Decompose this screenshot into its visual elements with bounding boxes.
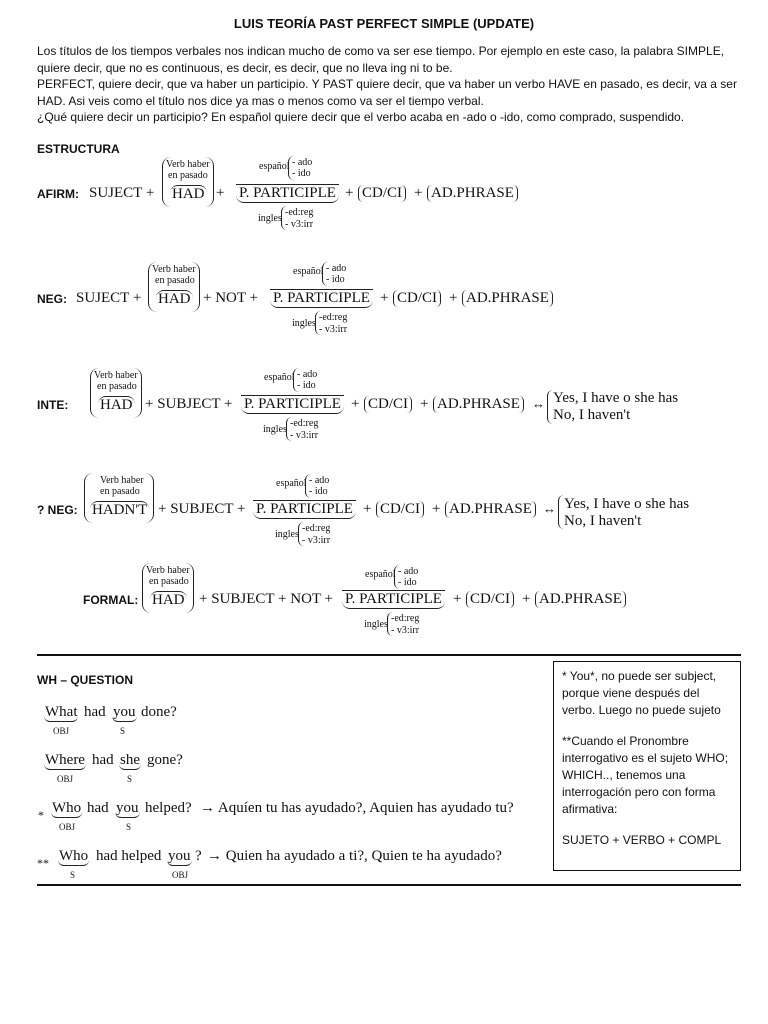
aux-had: had: [92, 752, 114, 768]
subject-term: + SUBJECT +: [158, 501, 246, 517]
en-pasado-note: en pasado: [97, 381, 137, 392]
subject-term: + SUBJECT +: [145, 396, 233, 412]
ingles-note: ingles: [263, 424, 287, 435]
note-paragraph-1: * You*, no puede ser subject, porque viene después del verbo. Luego no puede sujeto: [562, 669, 721, 717]
obj-tag: OBJ: [172, 870, 189, 880]
espanol-note: español: [276, 478, 307, 489]
rest-words: done?: [141, 704, 177, 720]
intro-paragraph-2: PERFECT, quiere decir, que va haber un participio. Y PAST quiere decir, que va haber un verbo HAVE en pasado, es decir, va a ser HAD. Asi veis como el título nos dice ya mas o menos como va ser el tiempo verbal.: [37, 77, 737, 108]
ingles-note: ingles: [258, 213, 282, 224]
cdci-term: CD/CI: [376, 501, 424, 518]
inte-label: INTE:: [37, 398, 69, 412]
answer-no: No, I haven't: [564, 513, 642, 529]
edreg-note: -ed:reg: [285, 207, 314, 218]
section-divider: [37, 654, 741, 656]
rest-words: gone?: [147, 752, 183, 768]
suject-term: SUJECT +: [89, 185, 155, 201]
rest-words: helped?: [145, 800, 192, 816]
ado-note: - ado: [398, 566, 419, 577]
edreg-note: -ed:reg: [319, 312, 348, 323]
participle-term: P. PARTICIPLE: [241, 395, 344, 414]
asterisk-mark: *: [38, 808, 44, 822]
double-arrow: ↔: [543, 501, 556, 516]
s-tag: S: [127, 774, 133, 784]
cdci-term: CD/CI: [358, 185, 406, 202]
v3irr-note: - v3:irr: [302, 535, 331, 546]
subject-word: you: [113, 704, 136, 720]
plus-sign: +: [363, 501, 372, 517]
afirm-label: AFIRM:: [37, 187, 79, 201]
not-term: + NOT +: [203, 290, 258, 306]
espanol-note: español: [259, 161, 290, 172]
page-title: LUIS TEORÍA PAST PERFECT SIMPLE (UPDATE): [233, 16, 535, 31]
plus-sign: +: [522, 591, 531, 607]
section-divider: [37, 884, 741, 886]
had-term: HAD: [172, 186, 205, 202]
adphrase-term: AD.PHRASE: [462, 290, 553, 307]
note-paragraph-3: SUJETO + VERBO + COMPL: [562, 833, 722, 847]
answer-yes: Yes, I have o she has: [553, 390, 679, 406]
wh-word: Who: [52, 800, 82, 816]
cdci-term: CD/CI: [393, 290, 441, 307]
subject-word: you: [116, 800, 139, 816]
ido-note: - ido: [398, 577, 417, 588]
intro-text: [37, 43, 737, 126]
ingles-note: ingles: [364, 619, 388, 630]
en-pasado-note: en pasado: [168, 170, 208, 181]
verb-haber-note: Verb haber: [94, 370, 138, 381]
obj-tag: OBJ: [57, 774, 74, 784]
translation: → Aquíen tu has ayudado?, Aquien has ayudado tu?: [200, 800, 514, 816]
plus-sign: +: [216, 185, 225, 201]
adphrase-term: AD.PHRASE: [535, 591, 626, 608]
cdci-term: CD/CI: [466, 591, 514, 608]
v3irr-note: - v3:irr: [290, 430, 319, 441]
edreg-note: -ed:reg: [391, 613, 420, 624]
verb-words: had helped: [96, 848, 162, 864]
intro-paragraph-1: Los títulos de los tiempos verbales nos indican mucho de como va ser ese tiempo. Por ejemplo en este caso, la palabra SIMPLE, quiere decir, que no es continuous, es decir, es decir, que no lleva ing ni to be.: [37, 44, 725, 75]
cdci-term: CD/CI: [364, 396, 412, 413]
espanol-note: español: [365, 569, 396, 580]
ado-note: - ado: [326, 263, 347, 274]
verb-haber-note: Verb haber: [152, 264, 196, 275]
suject-term: SUJECT +: [76, 290, 142, 306]
edreg-note: -ed:reg: [302, 523, 331, 534]
double-arrow: ↔: [532, 396, 545, 411]
wh-word: Where: [45, 752, 85, 768]
plus-sign: +: [380, 290, 389, 306]
subject-word: she: [120, 752, 140, 768]
translation: → Quien ha ayudado a ti?, Quien te ha ayudado?: [207, 848, 502, 864]
espanol-note: español: [293, 266, 324, 277]
answer-yes: Yes, I have o she has: [564, 496, 690, 512]
ido-note: - ido: [292, 168, 311, 179]
plus-sign: +: [432, 501, 441, 517]
aux-had: had: [87, 800, 109, 816]
had-term: HAD: [158, 291, 191, 307]
verb-haber-note: Verb haber: [166, 159, 210, 170]
note-paragraph-2: **Cuando el Pronombre interrogativo es el sujeto WHO; WHICH.., tenemos una interrogación pero con forma afirmativa:: [562, 734, 729, 816]
plus-sign: +: [453, 591, 462, 607]
formal-label: FORMAL:: [83, 593, 139, 607]
verb-haber-note: Verb haber: [100, 475, 144, 486]
double-asterisk-mark: **: [37, 856, 49, 870]
v3irr-note: - v3:irr: [391, 625, 420, 636]
ido-note: - ido: [326, 274, 345, 285]
object-word: you: [168, 848, 191, 864]
plus-sign: +: [420, 396, 429, 412]
participle-term: P. PARTICIPLE: [253, 500, 356, 519]
v3irr-note: - v3:irr: [319, 324, 348, 335]
had-term: HAD: [100, 397, 133, 413]
en-pasado-note: en pasado: [149, 576, 189, 587]
plus-sign: +: [449, 290, 458, 306]
adphrase-term: AD.PHRASE: [427, 185, 518, 202]
s-tag: S: [120, 726, 126, 736]
ido-note: - ido: [309, 486, 328, 497]
participle-term: P. PARTICIPLE: [236, 184, 339, 203]
en-pasado-note: en pasado: [155, 275, 195, 286]
plus-sign: +: [414, 185, 423, 201]
subject-not-term: + SUBJECT + NOT +: [199, 591, 334, 607]
edreg-note: -ed:reg: [290, 418, 319, 429]
qneg-label: ? NEG:: [37, 503, 78, 517]
obj-tag: OBJ: [59, 822, 76, 832]
answer-no: No, I haven't: [553, 407, 631, 423]
ido-note: - ido: [297, 380, 316, 391]
wh-word: What: [45, 704, 78, 720]
aux-had: had: [84, 704, 106, 720]
participle-term: P. PARTICIPLE: [270, 289, 373, 308]
neg-label: NEG:: [37, 292, 67, 306]
had-term: HAD: [152, 592, 185, 608]
v3irr-note: - v3:irr: [285, 219, 314, 230]
hadnt-term: HADN'T: [92, 502, 148, 518]
plus-sign: +: [351, 396, 360, 412]
question-mark: ?: [195, 848, 202, 864]
wh-word: Who: [59, 848, 89, 864]
adphrase-term: AD.PHRASE: [433, 396, 524, 413]
wh-heading: WH – QUESTION: [37, 673, 134, 687]
estructura-heading: ESTRUCTURA: [37, 142, 120, 156]
ado-note: - ado: [309, 475, 330, 486]
s-tag: S: [70, 870, 76, 880]
note-box: [553, 661, 741, 871]
ado-note: - ado: [292, 157, 313, 168]
s-tag: S: [126, 822, 132, 832]
ingles-note: ingles: [275, 529, 299, 540]
intro-paragraph-3: ¿Qué quiere decir un participio? En español quiere decir que el verbo acaba en -ado o -ido, como comprado, suspendido.: [37, 110, 685, 124]
verb-haber-note: Verb haber: [146, 565, 190, 576]
ingles-note: ingles: [292, 318, 316, 329]
plus-sign: +: [345, 185, 354, 201]
ado-note: - ado: [297, 369, 318, 380]
en-pasado-note: en pasado: [100, 486, 140, 497]
adphrase-term: AD.PHRASE: [445, 501, 536, 518]
participle-term: P. PARTICIPLE: [342, 590, 445, 609]
obj-tag: OBJ: [53, 726, 70, 736]
espanol-note: español: [264, 372, 295, 383]
